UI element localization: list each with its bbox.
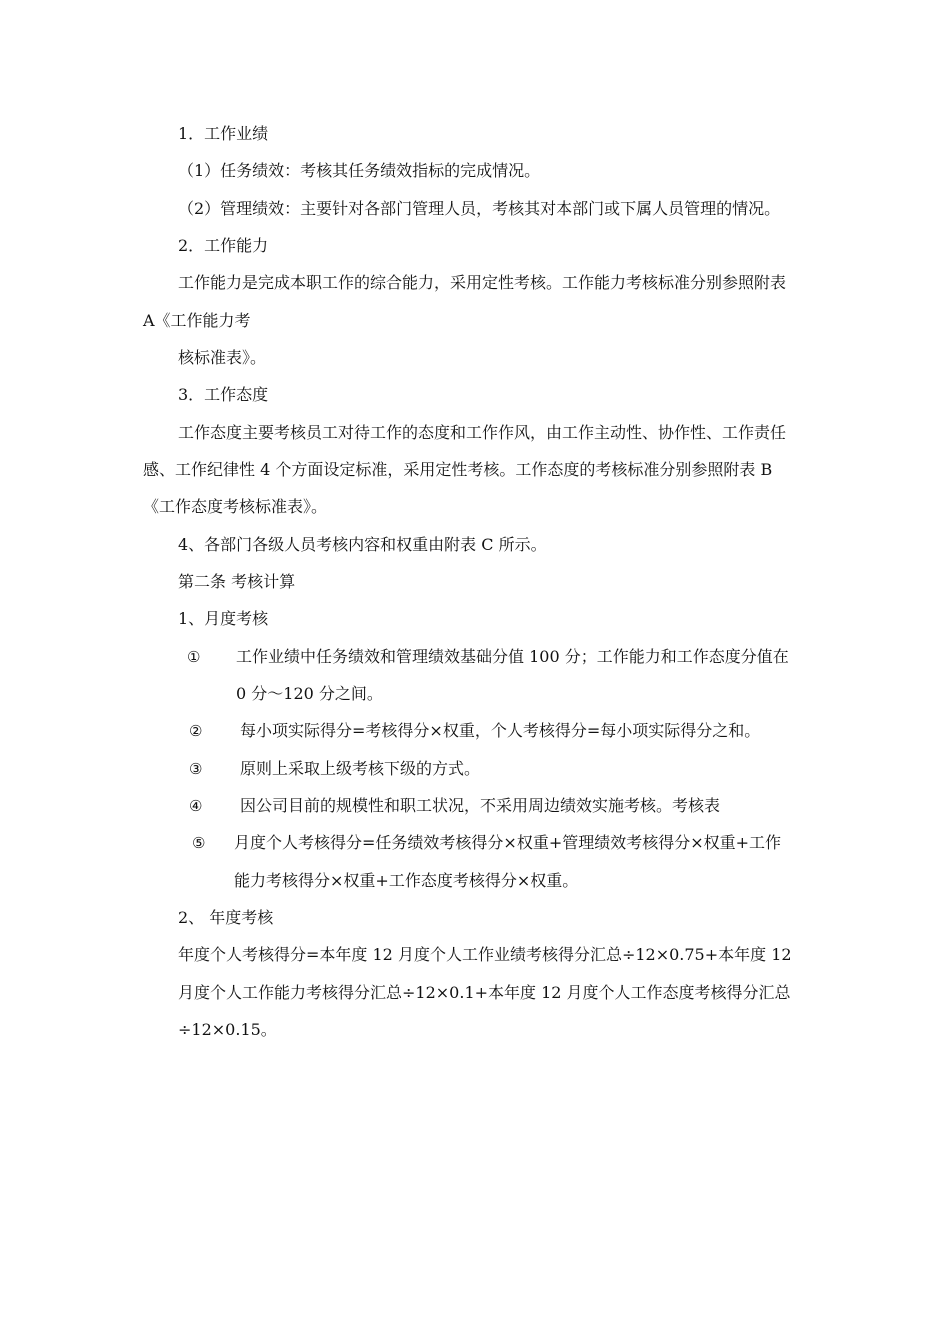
work-ability-paragraph-line: A《工作能力考 bbox=[143, 311, 251, 330]
monthly-assessment-heading: 1、月度考核 bbox=[178, 609, 269, 628]
annual-assessment-heading: 2、 年度考核 bbox=[178, 908, 274, 927]
work-ability-paragraph-line: 工作能力是完成本职工作的综合能力，采用定性考核。工作能力考核标准分别参照附表 bbox=[178, 273, 787, 292]
article-two-heading: 第二条 考核计算 bbox=[178, 572, 296, 591]
list-marker: ② bbox=[189, 722, 203, 740]
list-item-continuation: 0 分～120 分之间。 bbox=[236, 684, 383, 703]
list-marker: ① bbox=[187, 648, 201, 666]
task-performance-item: （1）任务绩效：考核其任务绩效指标的完成情况。 bbox=[178, 161, 541, 180]
list-item: 每小项实际得分=考核得分×权重，个人考核得分=每小项实际得分之和。 bbox=[240, 721, 761, 740]
list-item: 原则上采取上级考核下级的方式。 bbox=[240, 759, 481, 778]
section-heading-work-attitude: 3．工作态度 bbox=[178, 385, 269, 404]
work-attitude-paragraph-line: 工作态度主要考核员工对待工作的态度和工作作风，由工作主动性、协作性、工作责任 bbox=[178, 423, 787, 442]
annual-formula-line: ÷12×0.15。 bbox=[178, 1020, 277, 1039]
work-attitude-paragraph-line: 《工作态度考核标准表》。 bbox=[143, 497, 328, 516]
list-marker: ⑤ bbox=[192, 834, 206, 852]
work-attitude-paragraph-line: 感、工作纪律性 4 个方面设定标准，采用定性考核。工作态度的考核标准分别参照附表 B bbox=[143, 460, 773, 479]
list-item: 月度个人考核得分=任务绩效考核得分×权重+管理绩效考核得分×权重+工作 bbox=[234, 833, 782, 852]
appendix-c-line: 4、各部门各级人员考核内容和权重由附表 C 所示。 bbox=[178, 535, 547, 554]
annual-formula-line: 月度个人工作能力考核得分汇总÷12×0.1+本年度 12 月度个人工作态度考核得分汇总 bbox=[178, 983, 791, 1002]
work-ability-paragraph-line: 核标准表》。 bbox=[178, 348, 267, 367]
section-heading-work-ability: 2．工作能力 bbox=[178, 236, 269, 255]
list-item-continuation: 能力考核得分×权重+工作态度考核得分×权重。 bbox=[234, 871, 579, 890]
section-heading-work-performance: 1．工作业绩 bbox=[178, 124, 269, 143]
list-item: 工作业绩中任务绩效和管理绩效基础分值 100 分；工作能力和工作态度分值在 bbox=[236, 647, 789, 666]
list-marker: ③ bbox=[189, 760, 203, 778]
annual-formula-line: 年度个人考核得分=本年度 12 月度个人工作业绩考核得分汇总÷12×0.75+本年度 12 bbox=[178, 945, 792, 964]
list-marker: ④ bbox=[189, 797, 203, 815]
list-item: 因公司目前的规模性和职工状况，不采用周边绩效实施考核。考核表 bbox=[240, 796, 721, 815]
management-performance-item: （2）管理绩效：主要针对各部门管理人员，考核其对本部门或下属人员管理的情况。 bbox=[178, 199, 781, 218]
